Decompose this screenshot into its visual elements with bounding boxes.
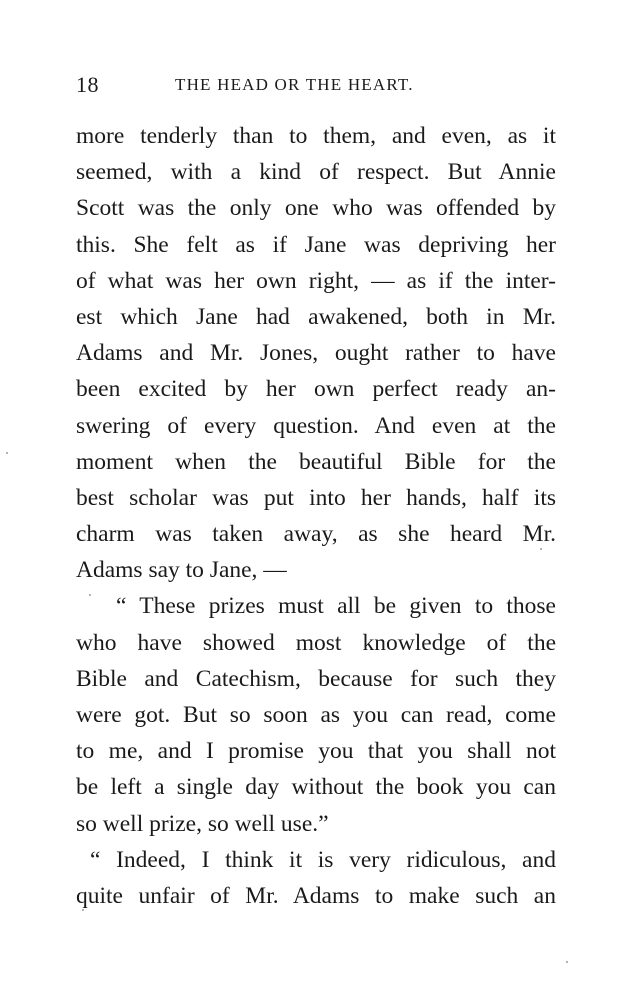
running-head <box>76 72 556 102</box>
paper-speck <box>540 548 542 550</box>
text-line: Adams and Mr. Jones, ought rather to have <box>76 340 556 367</box>
text-line: swering of every question. And even at the <box>76 412 556 439</box>
text-line: be left a single day without the book you can <box>76 774 556 801</box>
text-line: to me, and I promise you that you shall not <box>76 738 556 765</box>
running-title: THE HEAD OR THE HEART. <box>175 75 414 94</box>
text-line: quite unfair of Mr. Adams to make such an <box>76 882 556 909</box>
text-line: Adams say to Jane, — <box>76 557 287 584</box>
text-line: of what was her own right, — as if the inter- <box>76 267 556 294</box>
text-line: were got. But so soon as you can read, come <box>76 702 556 728</box>
text-line: best scholar was put into her hands, half its <box>76 484 556 511</box>
text-line: “ These prizes must all be given to those <box>116 593 556 620</box>
paper-speck <box>89 594 91 596</box>
body-text <box>76 118 556 914</box>
text-line: so well prize, so well use.” <box>76 810 329 837</box>
page-number: 18 <box>76 72 99 97</box>
paper-speck <box>566 961 568 963</box>
text-line: “ Indeed, I think it is very ridiculous, and <box>90 846 556 873</box>
text-line: seemed, with a kind of respect. But Annie <box>76 159 556 186</box>
text-line: been excited by her own perfect ready an- <box>76 376 556 403</box>
text-line: moment when the beautiful Bible for the <box>76 448 556 475</box>
text-line: who have showed most knowledge of the <box>76 629 556 656</box>
text-line: Bible and Catechism, because for such they <box>76 665 556 692</box>
text-line: this. She felt as if Jane was depriving her <box>76 231 556 258</box>
text-line: est which Jane had awakened, both in Mr. <box>76 303 556 330</box>
paper-speck <box>6 452 8 454</box>
text-line: more tenderly than to them, and even, as it <box>76 123 556 149</box>
text-line: charm was taken away, as she heard Mr. <box>76 521 556 548</box>
paper-speck <box>82 909 84 911</box>
text-line: Scott was the only one who was offended by <box>76 195 556 222</box>
